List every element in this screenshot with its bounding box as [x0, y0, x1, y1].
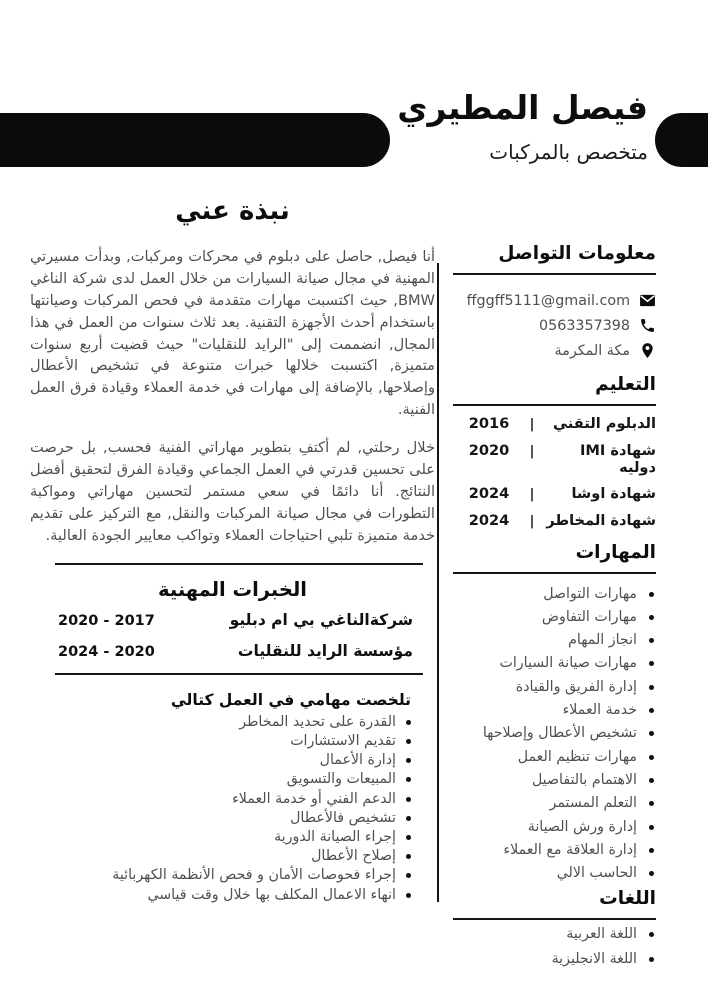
person-job-title: متخصص بالمركبات	[489, 140, 648, 164]
main-column	[30, 196, 435, 905]
skill-item-label: مهارات تنظيم العمل	[517, 748, 637, 765]
language-item-label: اللغة العربية	[566, 926, 637, 943]
about-section-title: نبذة عني	[175, 196, 290, 226]
skill-item	[453, 585, 654, 604]
skill-item-label: الحاسب الالي	[556, 865, 637, 882]
skill-item	[453, 864, 654, 883]
skill-item-label: إدارة ورش الصيانة	[527, 818, 637, 835]
skill-item-label: مهارات التفاوض	[541, 608, 637, 625]
duty-item	[30, 751, 411, 770]
education-row	[453, 442, 656, 476]
duty-item-label: إصلاح الأعطال	[311, 848, 396, 865]
bullet-dot-icon	[649, 638, 654, 643]
duty-item	[30, 809, 411, 828]
duty-item	[30, 770, 411, 789]
person-name: فيصل المطيري	[397, 88, 648, 127]
sidebar-column	[453, 243, 656, 975]
skills-list	[453, 585, 656, 884]
about-paragraph-1: أنا فيصل, حاصل على دبلوم في محركات ومركبات, وبدأت مسيرتي المهنية في مجال صيانة السيارات من خلال العمل لدى شركة الناغي BMW, حيث اكتسبت مهارات متقدمة في فحص المركبات وصيانتها باستخدام أحدث الأجهزة التقنية. بعد ثلاث سنوات من العمل في هذا المجال, انضممت إلى "الرايد للنقليات" حيث قضيت أربع سنوات متميزة, اكتسبت خلالها خبرات متنوعة في تشخيص الأعطال وإصلاحها, بالإضافة إلى مهارات في خدمة العملاء وقيادة فرق العمل الفنية.	[30, 248, 435, 419]
language-item	[453, 925, 654, 944]
education-year: 2016	[468, 415, 510, 432]
duty-item-label: إجراء الصيانة الدورية	[274, 828, 396, 845]
column-divider	[437, 263, 439, 902]
languages-list	[453, 925, 656, 968]
skill-item	[453, 841, 654, 860]
contact-row-phone	[453, 317, 656, 334]
bullet-dot-icon	[406, 720, 411, 725]
skill-item	[453, 701, 654, 720]
duty-item-label: إدارة الأعمال	[319, 752, 396, 769]
bullet-dot-icon	[406, 739, 411, 744]
header-left-bar	[0, 113, 390, 167]
location-pin-icon	[639, 342, 656, 359]
skill-item-label: إدارة الفريق والقيادة	[515, 678, 637, 695]
bullet-dot-icon	[649, 825, 654, 830]
bullet-dot-icon	[649, 685, 654, 690]
duty-item-label: إجراء فحوصات الأمان و فحص الأنظمة الكهربائية	[112, 867, 396, 884]
language-item	[453, 950, 654, 969]
contact-phone-value: 0563357398	[539, 317, 630, 334]
bullet-dot-icon	[649, 661, 654, 666]
education-degree: شهادة IMI دوليه	[579, 441, 656, 476]
education-list	[453, 415, 656, 529]
education-year: 2024	[468, 485, 510, 502]
bullet-dot-icon	[649, 848, 654, 853]
duty-item	[30, 886, 411, 905]
skills-section-title: المهارات	[453, 542, 656, 574]
bullet-dot-icon	[406, 777, 411, 782]
bullet-dot-icon	[406, 816, 411, 821]
experience-row	[30, 642, 435, 660]
bullet-dot-icon	[649, 615, 654, 620]
education-year: 2020	[468, 441, 510, 459]
education-separator: |	[529, 487, 535, 502]
skills-section	[453, 542, 656, 884]
skill-item	[453, 608, 654, 627]
education-row	[453, 415, 656, 432]
bullet-dot-icon	[406, 893, 411, 898]
bullet-dot-icon	[406, 854, 411, 859]
experience-period: 2020 - 2024	[58, 643, 155, 660]
envelope-icon	[639, 292, 656, 309]
duty-item-label: الدعم الفني أو خدمة العملاء	[232, 790, 396, 807]
bullet-dot-icon	[406, 758, 411, 763]
duty-item	[30, 828, 411, 847]
skill-item-label: التعلم المستمر	[549, 795, 637, 812]
skill-item-label: الاهتمام بالتفاصيل	[531, 772, 637, 789]
skill-item	[453, 654, 654, 673]
duty-item-label: انهاء الاعمال المكلف بها خلال وقت قياسي	[147, 886, 396, 903]
contact-row-email	[453, 292, 656, 309]
bullet-dot-icon	[649, 957, 654, 962]
education-section	[453, 374, 656, 529]
education-row	[453, 485, 656, 502]
contact-list	[453, 292, 656, 359]
skill-item-label: مهارات صيانة السيارات	[499, 655, 637, 672]
skill-item-label: إدارة العلاقة مع العملاء	[503, 842, 637, 859]
education-year: 2024	[468, 511, 510, 529]
bullet-dot-icon	[406, 797, 411, 802]
bullet-dot-icon	[649, 932, 654, 937]
bullet-dot-icon	[649, 871, 654, 876]
education-degree: شهادة اوشا	[571, 485, 656, 502]
bullet-dot-icon	[406, 873, 411, 878]
experience-section-title: الخبرات المهنية	[158, 577, 307, 601]
education-degree: شهادة المخاطر	[546, 511, 656, 529]
header-right-pill	[655, 113, 708, 167]
duty-item	[30, 866, 411, 885]
education-degree: الدبلوم التقني	[553, 415, 656, 432]
bullet-dot-icon	[649, 708, 654, 713]
contact-email-value: ffggff5111@gmail.com	[466, 292, 630, 309]
duty-item-label: تشخيص فالأعطال	[290, 809, 396, 826]
skill-item	[453, 678, 654, 697]
bullet-dot-icon	[649, 755, 654, 760]
duty-item-label: المبيعات والتسويق	[286, 771, 396, 788]
experience-period: 2017 - 2020	[58, 612, 155, 629]
languages-section-title: اللغات	[453, 888, 656, 920]
language-item-label: اللغة الانجليزية	[551, 950, 637, 967]
education-separator: |	[529, 513, 535, 529]
skill-item	[453, 748, 654, 767]
skill-item-label: انجاز المهام	[568, 632, 637, 649]
duty-item	[30, 847, 411, 866]
contact-location-value: مكة المكرمة	[554, 342, 630, 359]
duty-item	[30, 713, 411, 732]
duty-item-label: القدرة على تحديد المخاطر	[239, 713, 396, 730]
skill-item-label: مهارات التواصل	[543, 585, 637, 602]
duty-item	[30, 790, 411, 809]
education-section-title: التعليم	[453, 374, 656, 406]
bullet-dot-icon	[649, 801, 654, 806]
education-row	[453, 512, 656, 529]
experience-row	[30, 611, 435, 629]
contact-section-title: معلومات التواصل	[453, 243, 656, 275]
skill-item	[453, 794, 654, 813]
skill-item	[453, 771, 654, 790]
phone-icon	[639, 317, 656, 334]
bullet-dot-icon	[649, 731, 654, 736]
about-paragraph-2: خلال رحلتي, لم أكتفِ بتطوير مهاراتي الفنية فحسب, بل حرصت على تحسين قدرتي في العمل الجماعي وقيادة الفرق لتحقيق أفضل النتائج. أنا دائمًا في سعي مستمر لتحسين مهاراتي ومواكبة التطورات في مجال صيانة المركبات والنقل, مع التركيز على تقديم خدمة متميزة تلبي احتياجات العملاء وتواكب معايير الجودة العالية.	[30, 439, 435, 544]
education-separator: |	[529, 443, 535, 459]
bullet-dot-icon	[649, 778, 654, 783]
experience-bottom-rule	[55, 673, 423, 675]
contact-row-location	[453, 342, 656, 359]
experience-company: شركةالناغي بي ام دبليو	[229, 610, 413, 629]
bullet-dot-icon	[406, 835, 411, 840]
duty-item	[30, 732, 411, 751]
duty-item-label: تقديم الاستشارات	[290, 732, 396, 749]
bullet-dot-icon	[649, 592, 654, 597]
duties-section-title: تلخصت مهامي في العمل كتالي	[170, 690, 411, 709]
experience-top-rule	[55, 563, 423, 565]
skill-item-label: خدمة العملاء	[562, 702, 637, 719]
skill-item	[453, 631, 654, 650]
languages-section	[453, 888, 656, 968]
skill-item	[453, 724, 654, 743]
experience-company: مؤسسة الرايد للنقليات	[237, 641, 413, 660]
duties-list	[30, 713, 435, 905]
skill-item-label: تشخيص الأعطال وإصلاحها	[482, 725, 637, 742]
education-separator: |	[529, 417, 535, 432]
skill-item	[453, 818, 654, 837]
